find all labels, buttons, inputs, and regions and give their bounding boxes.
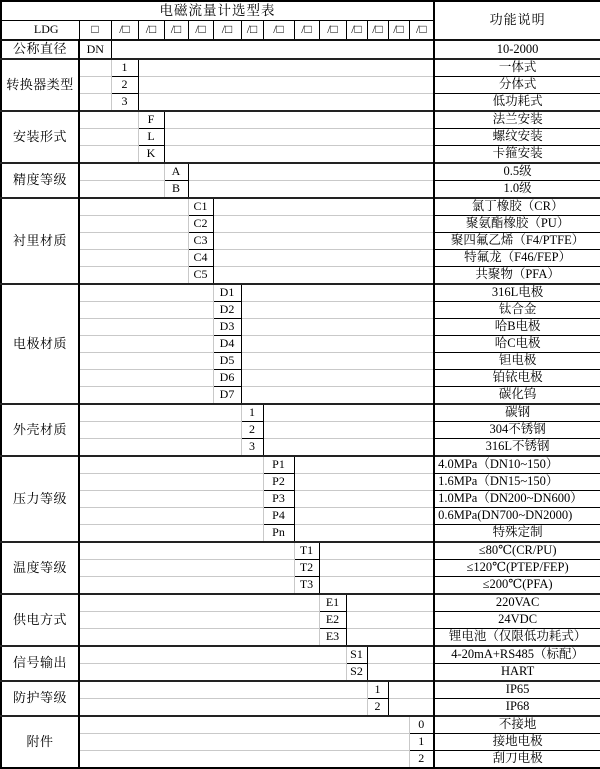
left-gap bbox=[79, 422, 241, 439]
model-slot: /□ bbox=[164, 21, 188, 41]
right-gap bbox=[294, 508, 434, 525]
right-gap bbox=[263, 439, 434, 457]
left-gap bbox=[79, 491, 263, 508]
section-label: 信号输出 bbox=[1, 646, 79, 681]
right-gap bbox=[346, 629, 434, 647]
section-label: 转换器类型 bbox=[1, 59, 79, 111]
desc-cell: 低功耗式 bbox=[434, 94, 600, 112]
desc-cell: ≤120℃(PTEP/FEP) bbox=[434, 560, 600, 577]
code-cell: 2 bbox=[241, 422, 263, 439]
desc-cell: 0.5级 bbox=[434, 163, 600, 181]
left-gap bbox=[79, 612, 319, 629]
left-gap bbox=[79, 577, 294, 595]
desc-cell: 螺纹安装 bbox=[434, 129, 600, 146]
code-cell: E3 bbox=[319, 629, 346, 647]
right-gap bbox=[241, 319, 434, 336]
desc-cell: 1.0MPa（DN200~DN600） bbox=[434, 491, 600, 508]
code-cell: E2 bbox=[319, 612, 346, 629]
code-cell: S2 bbox=[346, 664, 367, 682]
left-gap bbox=[79, 525, 263, 543]
left-gap bbox=[79, 284, 213, 302]
code-cell: P2 bbox=[263, 474, 294, 491]
code-cell: D7 bbox=[213, 387, 241, 405]
model-slot: /□ bbox=[111, 21, 138, 41]
code-cell: Pn bbox=[263, 525, 294, 543]
code-cell: 1 bbox=[367, 681, 388, 699]
code-cell: C5 bbox=[188, 267, 213, 285]
left-gap bbox=[79, 664, 346, 682]
left-gap bbox=[79, 370, 213, 387]
right-gap bbox=[294, 491, 434, 508]
desc-cell: ≤80℃(CR/PU) bbox=[434, 542, 600, 560]
model-slot: /□ bbox=[213, 21, 241, 41]
desc-cell: 4-20mA+RS485（标配） bbox=[434, 646, 600, 664]
section-label: 精度等级 bbox=[1, 163, 79, 198]
desc-cell: 钽电极 bbox=[434, 353, 600, 370]
section-label: 压力等级 bbox=[1, 456, 79, 542]
left-gap bbox=[79, 198, 188, 216]
section-label: 安装形式 bbox=[1, 111, 79, 163]
right-gap bbox=[213, 198, 434, 216]
left-gap bbox=[79, 456, 263, 474]
right-gap bbox=[213, 267, 434, 285]
section-label: 附件 bbox=[1, 716, 79, 768]
code-cell: S1 bbox=[346, 646, 367, 664]
section-label: 外壳材质 bbox=[1, 404, 79, 456]
left-gap bbox=[79, 111, 138, 129]
code-cell: D4 bbox=[213, 336, 241, 353]
left-gap bbox=[79, 163, 164, 181]
desc-cell: 特殊定制 bbox=[434, 525, 600, 543]
left-gap bbox=[79, 681, 367, 699]
desc-cell: 刮刀电极 bbox=[434, 751, 600, 769]
section-label: 防护等级 bbox=[1, 681, 79, 716]
right-gap bbox=[164, 129, 434, 146]
left-gap bbox=[79, 629, 319, 647]
code-cell: T1 bbox=[294, 542, 319, 560]
left-gap bbox=[79, 594, 319, 612]
right-gap bbox=[241, 387, 434, 405]
right-gap bbox=[388, 699, 434, 717]
desc-cell: 分体式 bbox=[434, 77, 600, 94]
model-slot: /□ bbox=[319, 21, 346, 41]
right-gap bbox=[367, 664, 434, 682]
left-gap bbox=[79, 94, 111, 112]
code-cell: T2 bbox=[294, 560, 319, 577]
diameter-label: 公称直径 bbox=[1, 40, 79, 59]
left-gap bbox=[79, 387, 213, 405]
desc-cell: 0.6MPa(DN700~DN2000) bbox=[434, 508, 600, 525]
code-cell: 3 bbox=[241, 439, 263, 457]
desc-cell: 铂铱电极 bbox=[434, 370, 600, 387]
desc-cell: 聚氨酯橡胶（PU） bbox=[434, 216, 600, 233]
desc-cell: 哈B电极 bbox=[434, 319, 600, 336]
right-gap bbox=[346, 612, 434, 629]
left-gap bbox=[79, 699, 367, 717]
left-gap bbox=[79, 439, 241, 457]
code-cell: C1 bbox=[188, 198, 213, 216]
code-cell: C4 bbox=[188, 250, 213, 267]
right-gap bbox=[388, 681, 434, 699]
desc-cell: 钛合金 bbox=[434, 302, 600, 319]
desc-cell: 碳化钨 bbox=[434, 387, 600, 405]
section-label: 衬里材质 bbox=[1, 198, 79, 284]
desc-cell: 不接地 bbox=[434, 716, 600, 734]
right-gap bbox=[241, 370, 434, 387]
desc-cell: 共聚物（PFA） bbox=[434, 267, 600, 285]
left-gap bbox=[79, 146, 138, 164]
left-gap bbox=[79, 267, 188, 285]
model-slot: /□ bbox=[188, 21, 213, 41]
right-gap bbox=[294, 474, 434, 491]
right-gap bbox=[319, 560, 434, 577]
desc-cell: 316L不锈钢 bbox=[434, 439, 600, 457]
code-cell: C2 bbox=[188, 216, 213, 233]
code-cell: D6 bbox=[213, 370, 241, 387]
right-gap bbox=[213, 216, 434, 233]
diameter-code: DN bbox=[79, 40, 111, 59]
right-gap bbox=[241, 284, 434, 302]
left-gap bbox=[79, 646, 346, 664]
left-gap bbox=[79, 560, 294, 577]
table-title: 电磁流量计选型表 bbox=[1, 1, 434, 21]
section-label: 电极材质 bbox=[1, 284, 79, 404]
model-slot: /□ bbox=[346, 21, 367, 41]
desc-cell: IP68 bbox=[434, 699, 600, 717]
desc-cell: IP65 bbox=[434, 681, 600, 699]
code-cell: 1 bbox=[409, 734, 434, 751]
left-gap bbox=[79, 216, 188, 233]
model-slot: /□ bbox=[367, 21, 388, 41]
desc-cell: 法兰安装 bbox=[434, 111, 600, 129]
diameter-gap bbox=[111, 40, 434, 59]
right-gap bbox=[213, 250, 434, 267]
right-gap bbox=[138, 94, 434, 112]
desc-cell: 316L电极 bbox=[434, 284, 600, 302]
right-gap bbox=[263, 422, 434, 439]
desc-cell: 聚四氟乙烯（F4/PTFE） bbox=[434, 233, 600, 250]
desc-cell: 卡箍安装 bbox=[434, 146, 600, 164]
desc-cell: 哈C电极 bbox=[434, 336, 600, 353]
left-gap bbox=[79, 353, 213, 370]
right-gap bbox=[263, 404, 434, 422]
right-gap bbox=[241, 302, 434, 319]
code-cell: F bbox=[138, 111, 164, 129]
desc-cell: 氯丁橡胶（CR） bbox=[434, 198, 600, 216]
model-first-slot: □ bbox=[79, 21, 111, 41]
code-cell: B bbox=[164, 181, 188, 199]
desc-cell: 304不锈钢 bbox=[434, 422, 600, 439]
desc-cell: 锂电池（仅限低功耗式） bbox=[434, 629, 600, 647]
right-gap bbox=[319, 542, 434, 560]
left-gap bbox=[79, 129, 138, 146]
model-slot: /□ bbox=[241, 21, 263, 41]
right-gap bbox=[294, 456, 434, 474]
left-gap bbox=[79, 336, 213, 353]
code-cell: D3 bbox=[213, 319, 241, 336]
desc-cell: 4.0MPa（DN10~150） bbox=[434, 456, 600, 474]
diameter-desc: 10-2000 bbox=[434, 40, 600, 59]
code-cell: L bbox=[138, 129, 164, 146]
right-gap bbox=[241, 353, 434, 370]
right-gap bbox=[138, 59, 434, 77]
left-gap bbox=[79, 542, 294, 560]
model-slot: /□ bbox=[263, 21, 294, 41]
desc-cell: 24VDC bbox=[434, 612, 600, 629]
code-cell: 3 bbox=[111, 94, 138, 112]
left-gap bbox=[79, 716, 409, 734]
desc-cell: 接地电极 bbox=[434, 734, 600, 751]
model-prefix: LDG bbox=[1, 21, 79, 41]
desc-cell: HART bbox=[434, 664, 600, 682]
code-cell: T3 bbox=[294, 577, 319, 595]
right-gap bbox=[367, 646, 434, 664]
right-gap bbox=[346, 594, 434, 612]
desc-cell: 碳钢 bbox=[434, 404, 600, 422]
code-cell: 1 bbox=[111, 59, 138, 77]
desc-cell: 1.0级 bbox=[434, 181, 600, 199]
right-gap bbox=[164, 111, 434, 129]
right-gap bbox=[164, 146, 434, 164]
code-cell: K bbox=[138, 146, 164, 164]
right-gap bbox=[188, 181, 434, 199]
left-gap bbox=[79, 59, 111, 77]
code-cell: C3 bbox=[188, 233, 213, 250]
code-cell: 2 bbox=[111, 77, 138, 94]
left-gap bbox=[79, 319, 213, 336]
left-gap bbox=[79, 751, 409, 769]
model-slot: /□ bbox=[294, 21, 319, 41]
code-cell: D5 bbox=[213, 353, 241, 370]
right-gap bbox=[213, 233, 434, 250]
right-gap bbox=[188, 163, 434, 181]
model-slot: /□ bbox=[409, 21, 434, 41]
left-gap bbox=[79, 233, 188, 250]
code-cell: P3 bbox=[263, 491, 294, 508]
code-cell: D1 bbox=[213, 284, 241, 302]
right-gap bbox=[138, 77, 434, 94]
model-slot: /□ bbox=[138, 21, 164, 41]
code-cell: A bbox=[164, 163, 188, 181]
code-cell: P1 bbox=[263, 456, 294, 474]
right-gap bbox=[241, 336, 434, 353]
code-cell: D2 bbox=[213, 302, 241, 319]
left-gap bbox=[79, 404, 241, 422]
code-cell: E1 bbox=[319, 594, 346, 612]
model-slot: /□ bbox=[388, 21, 409, 41]
left-gap bbox=[79, 508, 263, 525]
section-label: 温度等级 bbox=[1, 542, 79, 594]
desc-cell: 220VAC bbox=[434, 594, 600, 612]
desc-cell: 特氟龙（F46/FEP） bbox=[434, 250, 600, 267]
code-cell: P4 bbox=[263, 508, 294, 525]
left-gap bbox=[79, 302, 213, 319]
left-gap bbox=[79, 734, 409, 751]
code-cell: 2 bbox=[367, 699, 388, 717]
code-cell: 2 bbox=[409, 751, 434, 769]
right-gap bbox=[319, 577, 434, 595]
code-cell: 1 bbox=[241, 404, 263, 422]
left-gap bbox=[79, 77, 111, 94]
right-gap bbox=[294, 525, 434, 543]
code-cell: 0 bbox=[409, 716, 434, 734]
desc-cell: 一体式 bbox=[434, 59, 600, 77]
section-label: 供电方式 bbox=[1, 594, 79, 646]
left-gap bbox=[79, 250, 188, 267]
desc-cell: 1.6MPa（DN15~150） bbox=[434, 474, 600, 491]
left-gap bbox=[79, 181, 164, 199]
function-column-header: 功能说明 bbox=[434, 1, 600, 40]
left-gap bbox=[79, 474, 263, 491]
desc-cell: ≤200℃(PFA) bbox=[434, 577, 600, 595]
